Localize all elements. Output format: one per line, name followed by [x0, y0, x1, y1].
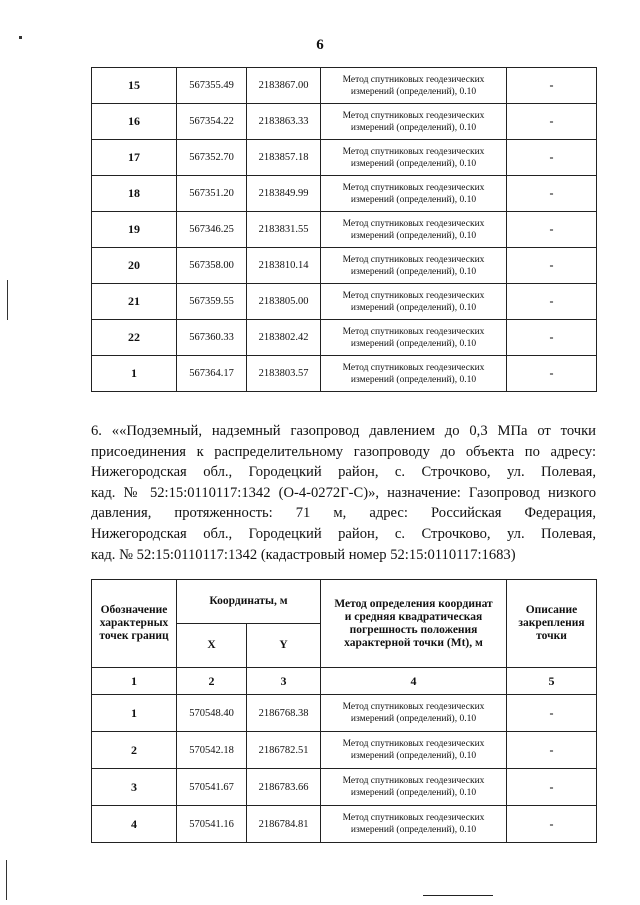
table-row	[92, 212, 597, 248]
paragraph-line: Нижегородская обл., Городецкий район, с. Строчково, ул. Полевая,	[91, 464, 596, 481]
method-cell: Метод спутниковых геодезических измерений (определений), 0.10	[321, 284, 507, 320]
description-cell: -	[507, 356, 597, 392]
x-coordinate-cell: 570542.18	[177, 732, 247, 769]
table1-body	[92, 68, 597, 392]
y-coordinate-cell: 2186783.66	[247, 769, 321, 806]
x-coordinate-cell: 567352.70	[177, 140, 247, 176]
y-coordinate-cell: 2183863.33	[247, 104, 321, 140]
x-coordinate-cell: 570541.67	[177, 769, 247, 806]
method-cell: Метод спутниковых геодезических измерений (определений), 0.10	[321, 769, 507, 806]
method-cell: Метод спутниковых геодезических измерений (определений), 0.10	[321, 212, 507, 248]
paragraph-line: кад. № 52:15:0110117:1342 (кадастровый номер 52:15:0110117:1683)	[91, 546, 516, 563]
x-coordinate-cell: 567354.22	[177, 104, 247, 140]
y-coordinate-cell: 2183867.00	[247, 68, 321, 104]
x-coordinate-cell: 567355.49	[177, 68, 247, 104]
section-6-paragraph	[91, 421, 596, 565]
description-cell: -	[507, 732, 597, 769]
description-cell: -	[507, 806, 597, 843]
description-cell: -	[507, 320, 597, 356]
y-header: Y	[247, 624, 321, 668]
column-number: 2	[177, 668, 247, 695]
column-number: 3	[247, 668, 321, 695]
column-number: 1	[92, 668, 177, 695]
description-cell: -	[507, 104, 597, 140]
description-cell: -	[507, 769, 597, 806]
designation-header: Обозначение характерных точек границ	[92, 580, 177, 668]
point-number-cell: 1	[92, 695, 177, 732]
x-coordinate-cell: 567360.33	[177, 320, 247, 356]
y-coordinate-cell: 2183805.00	[247, 284, 321, 320]
description-cell: -	[507, 68, 597, 104]
table-row	[92, 176, 597, 212]
y-coordinate-cell: 2186782.51	[247, 732, 321, 769]
method-cell: Метод спутниковых геодезических измерений (определений), 0.10	[321, 176, 507, 212]
y-coordinate-cell: 2183810.14	[247, 248, 321, 284]
method-cell: Метод спутниковых геодезических измерений (определений), 0.10	[321, 140, 507, 176]
point-number-cell: 19	[92, 212, 177, 248]
paragraph-line: Нижегородская обл., Городецкий район, с. Строчково, ул. Полевая,	[91, 525, 596, 542]
x-coordinate-cell: 570541.16	[177, 806, 247, 843]
paragraph-line: присоединения к распределительному газопроводу до объекта по адресу:	[91, 443, 596, 460]
x-coordinate-cell: 567359.55	[177, 284, 247, 320]
boundary-points-table	[91, 579, 597, 843]
method-cell: Метод спутниковых геодезических измерений (определений), 0.10	[321, 695, 507, 732]
x-header: X	[177, 624, 247, 668]
table-row	[92, 68, 597, 104]
description-cell: -	[507, 212, 597, 248]
table2-body	[92, 695, 597, 843]
margin-tick	[19, 36, 22, 39]
point-number-cell: 15	[92, 68, 177, 104]
description-cell: -	[507, 284, 597, 320]
paragraph-line: 6. ««Подземный, надземный газопровод давлением до 0,3 МПа от точки	[91, 423, 596, 439]
description-cell: -	[507, 140, 597, 176]
paragraph-line: давления, протяженность: 71 м, адрес: Российская Федерация,	[91, 505, 596, 522]
y-coordinate-cell: 2183849.99	[247, 176, 321, 212]
coordinates-header: Координаты, м	[177, 580, 321, 624]
x-coordinate-cell: 567351.20	[177, 176, 247, 212]
method-cell: Метод спутниковых геодезических измерений (определений), 0.10	[321, 732, 507, 769]
margin-tick	[7, 280, 8, 320]
description-header: Описание закрепления точки	[507, 580, 597, 668]
margin-tick	[6, 860, 7, 900]
y-coordinate-cell: 2183802.42	[247, 320, 321, 356]
table-row	[92, 284, 597, 320]
description-cell: -	[507, 248, 597, 284]
point-number-cell: 1	[92, 356, 177, 392]
x-coordinate-cell: 567364.17	[177, 356, 247, 392]
column-number: 4	[321, 668, 507, 695]
coordinates-table-continued	[91, 67, 597, 392]
paragraph-line: кад. № 52:15:0110117:1342 (О-4-0272Г-С)», назначение: Газопровод низкого	[91, 484, 596, 501]
y-coordinate-cell: 2183803.57	[247, 356, 321, 392]
column-number: 5	[507, 668, 597, 695]
method-cell: Метод спутниковых геодезических измерений (определений), 0.10	[321, 356, 507, 392]
point-number-cell: 17	[92, 140, 177, 176]
point-number-cell: 16	[92, 104, 177, 140]
method-header: Метод определения координат и средняя квадратическая погрешность положения характерной точки (Mt), м	[321, 580, 507, 668]
method-cell: Метод спутниковых геодезических измерений (определений), 0.10	[321, 68, 507, 104]
table-row	[92, 140, 597, 176]
point-number-cell: 4	[92, 806, 177, 843]
signature-line	[423, 895, 493, 896]
method-cell: Метод спутниковых геодезических измерений (определений), 0.10	[321, 806, 507, 843]
method-cell: Метод спутниковых геодезических измерений (определений), 0.10	[321, 104, 507, 140]
description-cell: -	[507, 695, 597, 732]
x-coordinate-cell: 567346.25	[177, 212, 247, 248]
description-cell: -	[507, 176, 597, 212]
table-row	[92, 248, 597, 284]
point-number-cell: 22	[92, 320, 177, 356]
table-row	[92, 769, 597, 806]
point-number-cell: 20	[92, 248, 177, 284]
page-number: 6	[316, 37, 324, 53]
y-coordinate-cell: 2186768.38	[247, 695, 321, 732]
table-row	[92, 806, 597, 843]
table-row	[92, 320, 597, 356]
y-coordinate-cell: 2183831.55	[247, 212, 321, 248]
method-cell: Метод спутниковых геодезических измерений (определений), 0.10	[321, 248, 507, 284]
table-row	[92, 695, 597, 732]
point-number-cell: 18	[92, 176, 177, 212]
x-coordinate-cell: 567358.00	[177, 248, 247, 284]
table-row	[92, 356, 597, 392]
point-number-cell: 3	[92, 769, 177, 806]
table-row	[92, 104, 597, 140]
method-cell: Метод спутниковых геодезических измерений (определений), 0.10	[321, 320, 507, 356]
point-number-cell: 2	[92, 732, 177, 769]
x-coordinate-cell: 570548.40	[177, 695, 247, 732]
y-coordinate-cell: 2186784.81	[247, 806, 321, 843]
y-coordinate-cell: 2183857.18	[247, 140, 321, 176]
table-row	[92, 732, 597, 769]
point-number-cell: 21	[92, 284, 177, 320]
